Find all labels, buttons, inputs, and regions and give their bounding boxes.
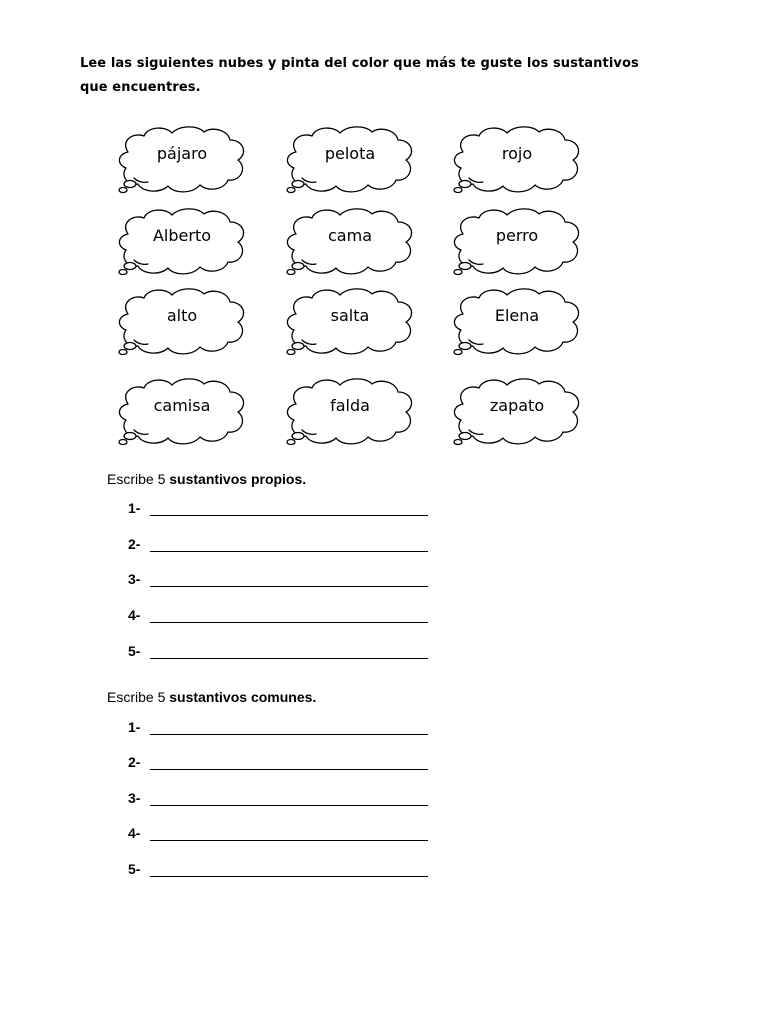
answer-blank[interactable] [150,586,428,587]
line-number: 2- [128,754,141,770]
line-number: 4- [128,607,141,623]
answer-blank[interactable] [150,769,428,770]
section-title-propios [107,471,306,487]
answer-line[interactable] [128,825,438,843]
answer-line[interactable] [128,861,438,879]
word-cloud[interactable] [278,374,418,449]
line-number: 2- [128,536,141,552]
answer-blank[interactable] [150,840,428,841]
line-number: 3- [128,571,141,587]
line-number: 5- [128,643,141,659]
word-cloud[interactable] [278,284,418,359]
line-number: 1- [128,500,141,516]
word-cloud[interactable] [445,284,585,359]
answer-line[interactable] [128,643,438,661]
word-cloud[interactable] [110,284,250,359]
word-cloud-grid [110,122,590,457]
answer-line[interactable] [128,536,438,554]
cloud-word: Elena [494,306,540,325]
cloud-word: rojo [501,144,533,163]
answer-line[interactable] [128,571,438,589]
word-cloud[interactable] [278,204,418,279]
answer-line[interactable] [128,754,438,772]
line-number: 3- [128,790,141,806]
answer-line[interactable] [128,790,438,808]
answer-blank[interactable] [150,622,428,623]
word-cloud[interactable] [445,374,585,449]
word-cloud[interactable] [110,374,250,449]
cloud-word: alto [166,306,198,325]
cloud-word: perro [495,226,539,245]
section-prefix: Escribe 5 [107,689,170,705]
answer-blank[interactable] [150,734,428,735]
section-prefix: Escribe 5 [107,471,170,487]
cloud-word: falda [330,396,370,415]
word-cloud[interactable] [445,122,585,197]
cloud-word: zapato [489,396,545,415]
cloud-word: pájaro [156,144,208,163]
cloud-word: Alberto [152,226,212,245]
line-number: 4- [128,825,141,841]
answer-line[interactable] [128,500,438,518]
answer-blank[interactable] [150,515,428,516]
cloud-word: salta [330,306,370,325]
section-title-comunes [107,689,316,705]
answer-line[interactable] [128,719,438,737]
word-cloud[interactable] [445,204,585,279]
answer-blank[interactable] [150,658,428,659]
cloud-word: cama [328,226,372,245]
word-cloud[interactable] [110,204,250,279]
answer-line[interactable] [128,607,438,625]
line-number: 1- [128,719,141,735]
word-cloud[interactable] [278,122,418,197]
line-number: 5- [128,861,141,877]
answer-blank[interactable] [150,876,428,877]
word-cloud[interactable] [110,122,250,197]
cloud-word: camisa [153,396,211,415]
worksheet-instruction: Lee las siguientes nubes y pinta del color que más te guste los sustantivos que encuentres. [80,56,639,95]
answer-blank[interactable] [150,805,428,806]
cloud-word: pelota [324,144,376,163]
section-emphasis: sustantivos propios. [169,471,307,487]
answer-blank[interactable] [150,551,428,552]
section-emphasis: sustantivos comunes. [169,689,317,705]
